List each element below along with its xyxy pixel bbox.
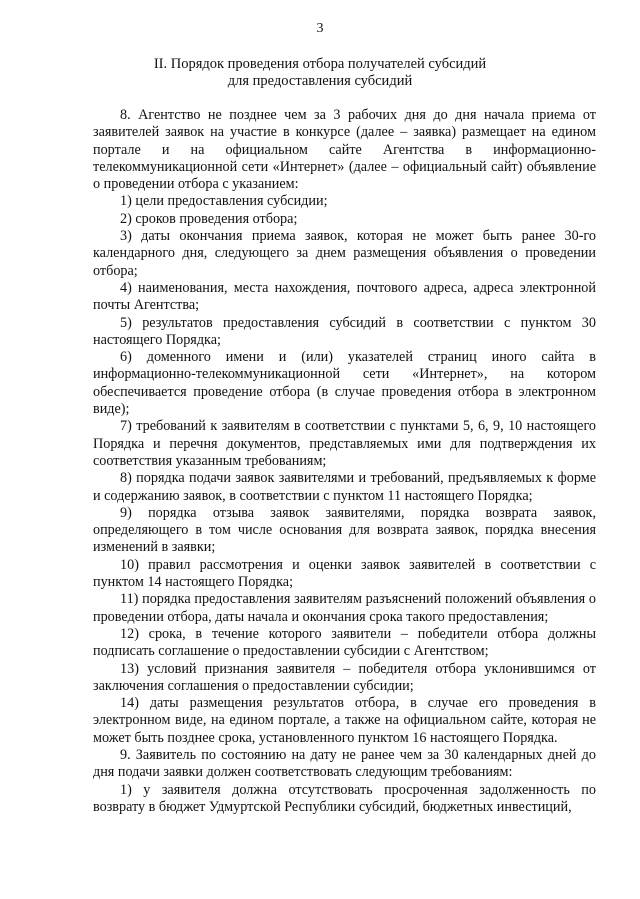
section-heading (90, 56, 550, 90)
list-item-5: 5) результатов предоставления субсидий в соответствии с пунктом 30 настоящего Порядка; (93, 314, 596, 348)
document-body (93, 107, 596, 816)
list-item-6: 6) доменного имени и (или) указателей страниц иного сайта в информационно-телекоммуникационной сети «Интернет», на котором обеспечивается проведение отбора (в случае проведения отбора в электронном виде); (93, 349, 596, 418)
list-item-3: 3) даты окончания приема заявок, которая не может быть ранее 30-го календарного дня, следующего за днем размещения объявления о проведении отбора; (93, 228, 596, 279)
paragraph-8: 8. Агентство не позднее чем за 3 рабочих дня до дня начала приема от заявителей заявок на участие в конкурсе (далее – заявка) размещает на едином портале и на официальном сайте Агентства в информационно-телекоммуникационной сети «Интернет» (далее – официальный сайт) объявление о проведении отбора с указанием: (93, 107, 596, 193)
list-item-13: 13) условий признания заявителя – победителя отбора уклонившимся от заключения соглашения о предоставлении субсидии; (93, 660, 596, 694)
list-item-1: 1) цели предоставления субсидии; (120, 193, 328, 210)
list-item-2: 2) сроков проведения отбора; (120, 210, 298, 227)
list-item-9: 9) порядка отзыва заявок заявителями, порядка возврата заявок, определяющего в том числе основания для возврата заявок, порядка внесения изменений в заявки; (93, 504, 596, 556)
list-item-4: 4) наименования, места нахождения, почтового адреса, адреса электронной почты Агентства; (93, 279, 596, 314)
section-title-line-1: II. Порядок проведения отбора получателей субсидий (153, 56, 487, 72)
paragraph-9: 9. Заявитель по состоянию на дату не ранее чем за 30 календарных дней до дня подачи заявки должен соответствовать следующим требованиям: (93, 746, 596, 781)
page-number: 3 (316, 21, 324, 36)
list-item-7: 7) требований к заявителям в соответствии с пунктами 5, 6, 9, 10 настоящего Порядка и перечня документов, представляемых ими для подтверждения их соответствия указанным требованиям; (93, 418, 596, 469)
list-item-11: 11) порядка предоставления заявителям разъяснений положений объявления о проведении отбора, даты начала и окончания срока такого предоставления; (93, 591, 596, 625)
list-item-8: 8) порядка подачи заявок заявителями и требований, предъявляемых к форме и содержанию заявок, в соответствии с пунктом 11 настоящего Порядка; (93, 470, 596, 504)
list-item-12: 12) срока, в течение которого заявители – победители отбора должны подписать соглашение о предоставлении субсидии с Агентством; (93, 625, 596, 660)
list-item-10: 10) правил рассмотрения и оценки заявок заявителей в соответствии с пунктом 14 настоящего Порядка; (93, 556, 596, 591)
section-title-line-2: для предоставления субсидий (227, 73, 413, 89)
requirement-item-1: 1) у заявителя должна отсутствовать просроченная задолженность по возврату в бюджет Удмуртской Республики субсидий, бюджетных инвестиций, (93, 781, 596, 815)
list-item-14: 14) даты размещения результатов отбора, в случае его проведения в электронном виде, на едином портале, а также на официальном сайте, которая не может быть позднее срока, установленного пунктом 16 настоящего Порядка. (93, 695, 596, 746)
